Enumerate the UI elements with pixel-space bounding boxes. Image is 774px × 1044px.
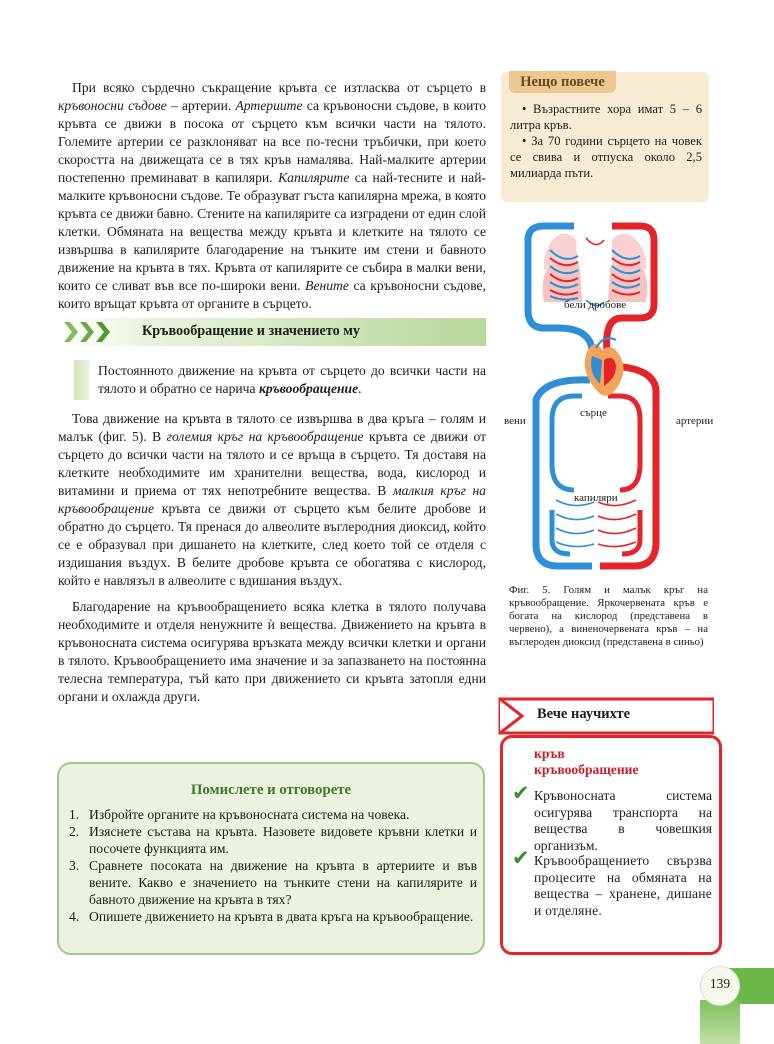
intro-paragraph: При всяко сърдечно съкращение кръвта се изтласква от сърцето в кръвоносни съдове – артерии. Артериите са кръвоносни съдове, в които кръвта се движи в посока от сърцето към всички части на тялото. Големите артерии се разклоняват на все по-тесни тръбички, при което скоростта на движещата се в тях кръв намалява. Най-малките артерии постепенно преминават в капиляри. Капилярите са най-тесните и най-малките кръвоносни съдове. Те образуват гъста капилярна мрежа, в която кръвта се движи бавно. Стените на капилярите са изградени от един слой клетки. Обмяната на вещества между кръвта и клетките на тялото се извършва в капилярите благодарение на тънките им стени и бавното движение на кръвта в тях. Кръвта от капилярите се събира в малки вени, които се сливат във все по-широки вени. Вените са кръвоносни съдове, които връщат кръвта от органите в сърцето.: [58, 80, 486, 311]
page-number: 139: [709, 976, 731, 991]
learned-terms: [534, 746, 714, 778]
think-title: Помислете и отговорете: [190, 782, 352, 798]
circulation-diagram: [504, 210, 770, 580]
importance-paragraph: Благодарение на кръвообращението всяка клетка в тялото получава необходимите и отделя ненужните ѝ вещества. Движението на кръвта в кръвоносната система осигурява връзката между всички клетки и органи в тялото. Кръвообращението има значение и за запазването на постоянна телесна температура, тъй като при движението си кръвта затопля едни органи и охлажда други.: [58, 599, 486, 704]
more-info-title: Нещо повече: [520, 74, 605, 90]
veins-label: вени: [504, 415, 526, 427]
question-item: 4. Опишете движението на кръвта в двата кръга на кръвообращение.: [69, 909, 474, 924]
chevron-right-icon: [80, 322, 94, 342]
section-title: Кръвообращение и значението му: [142, 323, 360, 339]
think-and-answer-box: [57, 762, 485, 955]
learned-title: Вече научихте: [537, 706, 631, 722]
circulation-paragraph: Това движение на кръвта в тялото се извършва в два кръга – голям и малък (фиг. 5). В големия кръг на кръвообращение кръвта се движи от сърцето до всички части на тялото и се връща в сърцето. Тя доставя на клетките необходимите им хранителни вещества, вода, кислород и витамини и приема от тях непотребните вещества. В малкия кръг на кръвообращение кръвта се движи от сърцето към белите дробове и обратно до сърцето. Тя пренася до алвеолите въглеродния диоксид, който се е образувал при дишането на клетките, след което той се отделя с издишания въздух. В белите дробове кръвта се обогатява с кислород, който е навлязъл в алвеолите с вдишания въздух.: [58, 411, 487, 588]
term: кръвообращение: [534, 762, 639, 777]
lungs-label: бели дробове: [564, 299, 627, 311]
heart-label: сърце: [580, 407, 607, 419]
more-info-text: [510, 101, 702, 181]
definition-bar: [74, 360, 90, 400]
question-item: 1. Избройте органите на кръвоносната система на човека.: [69, 807, 410, 822]
figure-caption: Фиг. 5. Голям и малък кръг на кръвообращение. Яркочервената кръв е богата на кислород (представена в червено), а виненочервената кръв – на въглероден диоксид (представена в синьо): [509, 584, 708, 648]
question-list: [69, 806, 477, 925]
more-info-item: • За 70 години сърцето на човек се свива и отпуска около 2,5 милиарда пъти.: [510, 134, 702, 180]
definition-box: [74, 360, 486, 400]
more-info-tab: [509, 71, 616, 93]
question-item: 2. Изяснете състава на кръвта. Назовете видовете кръвни клетки и посочете функцията им.: [69, 824, 477, 856]
checkmark-icon: ✔: [512, 846, 530, 870]
arteries-label: артерии: [676, 415, 714, 427]
chevron-right-icon: [96, 322, 110, 342]
section-heading: [60, 318, 486, 346]
checkmark-icon: ✔: [512, 781, 530, 805]
definition-text: Постоянното движение на кръвта от сърцето до всички части на тялото и обратно се нарича кръвообращение.: [98, 363, 486, 396]
chevron-right-icon: [64, 322, 78, 342]
question-item: 3. Сравнете посоката на движение на кръвта в артериите и във вените. Какво е значението на тънките стени на капилярите и бавното движение на кръвта в тях?: [69, 858, 477, 907]
capillaries-label: капиляри: [574, 492, 618, 504]
inner-loops: [552, 396, 640, 554]
page-strip: [700, 1000, 740, 1044]
more-info-item: • Възрастните хора имат 5 – 6 литра кръв.: [510, 102, 702, 132]
term: кръв: [534, 746, 565, 761]
